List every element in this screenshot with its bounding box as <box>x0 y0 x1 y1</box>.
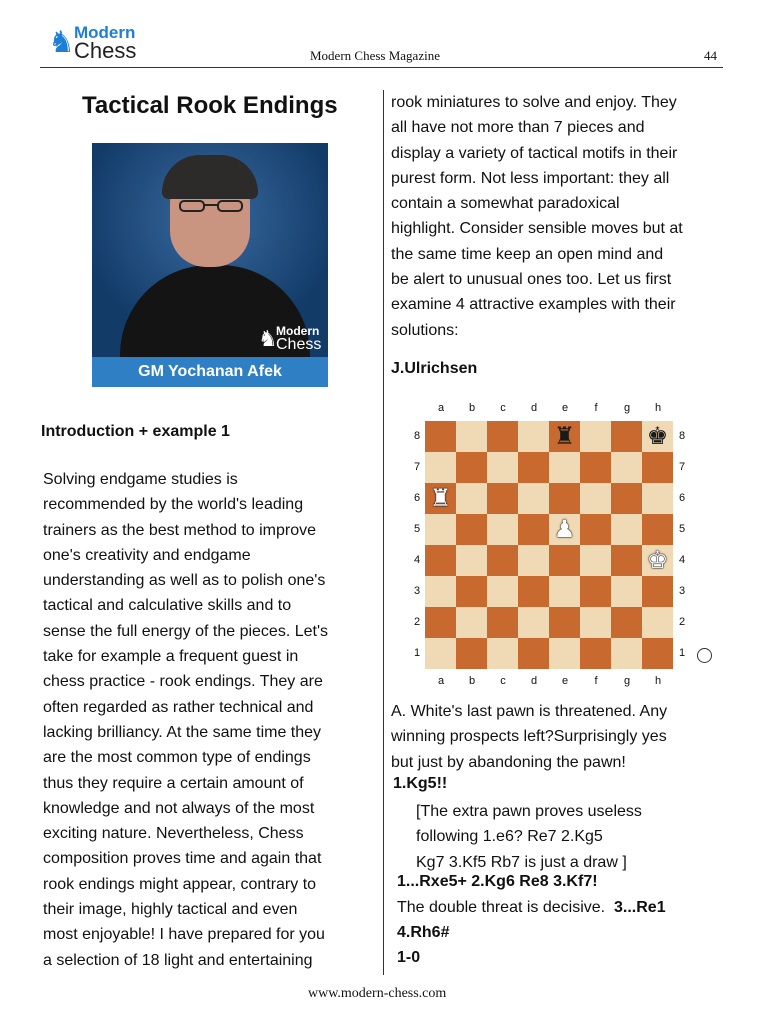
text-line: [The extra pawn proves useless <box>416 803 642 820</box>
page-header <box>0 0 768 70</box>
portrait-logo-text-top: Modern <box>276 324 320 338</box>
text-line: composition proves time and again that <box>43 850 322 868</box>
modern-chess-logo[interactable] <box>48 24 148 64</box>
text-line: often regarded as rather technical and <box>43 698 314 716</box>
page-number: 44 <box>704 48 717 63</box>
file-label-g-bottom: g <box>623 675 631 687</box>
file-label-c-bottom: c <box>500 675 506 687</box>
magazine-title: Modern Chess Magazine <box>310 48 440 63</box>
file-label-d-bottom: d <box>530 675 538 687</box>
text-line: but just by abandoning the pawn! <box>391 753 626 771</box>
text-line: lacking brilliancy. At the same time they <box>43 723 322 741</box>
text-line: their image, highly tactical and even <box>43 901 298 919</box>
decisive-move: 3...Re1 <box>614 899 666 916</box>
chess-diagram <box>408 398 690 690</box>
file-label-e-top: e <box>561 402 569 414</box>
file-label-b-top: b <box>468 402 476 414</box>
file-label-g-top: g <box>623 402 631 414</box>
decisive-text: The double threat is decisive. <box>397 899 606 916</box>
rank-label-8-right: 8 <box>678 430 686 442</box>
portrait-caption: GM Yochanan Afek <box>92 357 328 387</box>
text-line: thus they require a certain amount of <box>43 774 304 792</box>
question-text <box>391 699 731 775</box>
rank-label-3-right: 3 <box>678 585 686 597</box>
game-result: 1-0 <box>397 949 421 966</box>
text-line: examine 4 attractive examples with their <box>391 296 676 314</box>
text-line: take for example a frequent guest in <box>43 648 299 666</box>
article-title: Tactical Rook Endings <box>82 92 338 119</box>
rank-label-4-right: 4 <box>678 554 686 566</box>
rank-label-7-left: 7 <box>413 461 421 473</box>
rank-label-1-left: 1 <box>413 647 421 659</box>
file-label-f-top: f <box>594 402 598 414</box>
file-label-f-bottom: f <box>594 675 598 687</box>
text-line: most enjoyable! I have prepared for you <box>43 926 325 944</box>
file-label-d-top: d <box>530 402 538 414</box>
text-line: solutions: <box>391 321 459 339</box>
rank-label-6-right: 6 <box>678 492 686 504</box>
text-line: contain a somewhat paradoxical <box>391 195 620 213</box>
variation-text <box>416 799 716 875</box>
text-line: following 1.e6? Re7 2.Kg5 <box>416 828 603 846</box>
file-label-h-top: h <box>654 402 662 414</box>
file-label-c-top: c <box>500 402 506 414</box>
main-line: 1...Rxe5+ 2.Kg6 Re8 3.Kf7! <box>397 873 598 890</box>
glasses-icon <box>176 199 246 213</box>
rank-label-5-left: 5 <box>413 523 421 535</box>
study-author: J.Ulrichsen <box>391 360 478 377</box>
decisive-line <box>397 899 666 917</box>
white-king-icon[interactable]: ♚ <box>646 547 669 574</box>
column-divider <box>383 90 384 975</box>
file-label-a-bottom: a <box>437 675 445 687</box>
knight-logo-icon: ♞ <box>258 326 278 351</box>
text-line: rook miniatures to solve and enjoy. They <box>391 94 677 111</box>
file-label-b-bottom: b <box>468 675 476 687</box>
text-line: understanding as well as to polish one's <box>43 572 326 590</box>
text-line: Solving endgame studies is <box>43 471 238 488</box>
text-line: chess practice - rook endings. They are <box>43 673 323 691</box>
black-rook-icon[interactable]: ♜ <box>553 423 576 450</box>
text-line: trainers as the best method to improve <box>43 521 317 539</box>
text-line: display a variety of tactical motifs in their <box>391 144 678 162</box>
rank-label-2-left: 2 <box>413 616 421 628</box>
section-heading: Introduction + example 1 <box>41 423 230 440</box>
header-divider <box>40 67 723 68</box>
text-line: winning prospects left?Surprisingly yes <box>391 728 667 746</box>
rank-label-8-left: 8 <box>413 430 421 442</box>
rank-label-6-left: 6 <box>413 492 421 504</box>
first-move: 1.Kg5!! <box>393 775 448 792</box>
text-line: recommended by the world's leading <box>43 496 304 514</box>
text-line: sense the full energy of the pieces. Let's <box>43 622 329 640</box>
black-king-icon[interactable]: ♚ <box>646 423 669 450</box>
text-line: highlight. Consider sensible moves but at <box>391 220 683 238</box>
text-line: a selection of 18 light and entertaining <box>43 951 313 969</box>
intro-paragraph <box>43 467 373 973</box>
rank-label-4-left: 4 <box>413 554 421 566</box>
text-line: Kg7 3.Kf5 Rb7 is just a draw ] <box>416 853 627 871</box>
text-line: knowledge and not always of the most <box>43 799 315 817</box>
text-line: the same time keep an open mind and <box>391 245 664 263</box>
author-portrait <box>92 143 328 387</box>
footer-url[interactable]: www.modern-chess.com <box>308 986 447 1001</box>
file-label-h-bottom: h <box>654 675 662 687</box>
rank-label-2-right: 2 <box>678 616 686 628</box>
chess-board[interactable] <box>425 421 673 669</box>
text-line: are the most common type of endings <box>43 749 311 767</box>
text-line: purest form. Not less important: they all <box>391 169 670 187</box>
text-line: tactical and calculative skills and to <box>43 597 292 615</box>
file-label-a-top: a <box>437 402 445 414</box>
text-line: all have not more than 7 pieces and <box>391 119 645 137</box>
circle-marker-button[interactable] <box>697 648 712 663</box>
white-rook-icon[interactable]: ♜ <box>429 485 452 512</box>
portrait-logo <box>258 325 328 355</box>
rank-label-5-right: 5 <box>678 523 686 535</box>
text-line: A. White's last pawn is threatened. Any <box>391 703 668 720</box>
intro-paragraph-continued <box>391 90 736 343</box>
mating-move: 4.Rh6# <box>397 924 450 941</box>
knight-logo-icon: ♞ <box>48 26 75 59</box>
portrait-logo-text-bottom: Chess <box>276 336 322 353</box>
white-pawn-icon[interactable]: ♟ <box>553 516 576 543</box>
rank-label-3-left: 3 <box>413 585 421 597</box>
text-line: exciting nature. Nevertheless, Chess <box>43 825 304 843</box>
text-line: be alert to unusual ones too. Let us first <box>391 271 672 289</box>
logo-text-bottom: Chess <box>74 38 137 63</box>
text-line: one's creativity and endgame <box>43 546 251 564</box>
text-line: rook endings might appear, contrary to <box>43 875 317 893</box>
rank-label-1-right: 1 <box>678 647 686 659</box>
logo-text-top: Modern <box>74 23 136 42</box>
rank-label-7-right: 7 <box>678 461 686 473</box>
file-label-e-bottom: e <box>561 675 569 687</box>
